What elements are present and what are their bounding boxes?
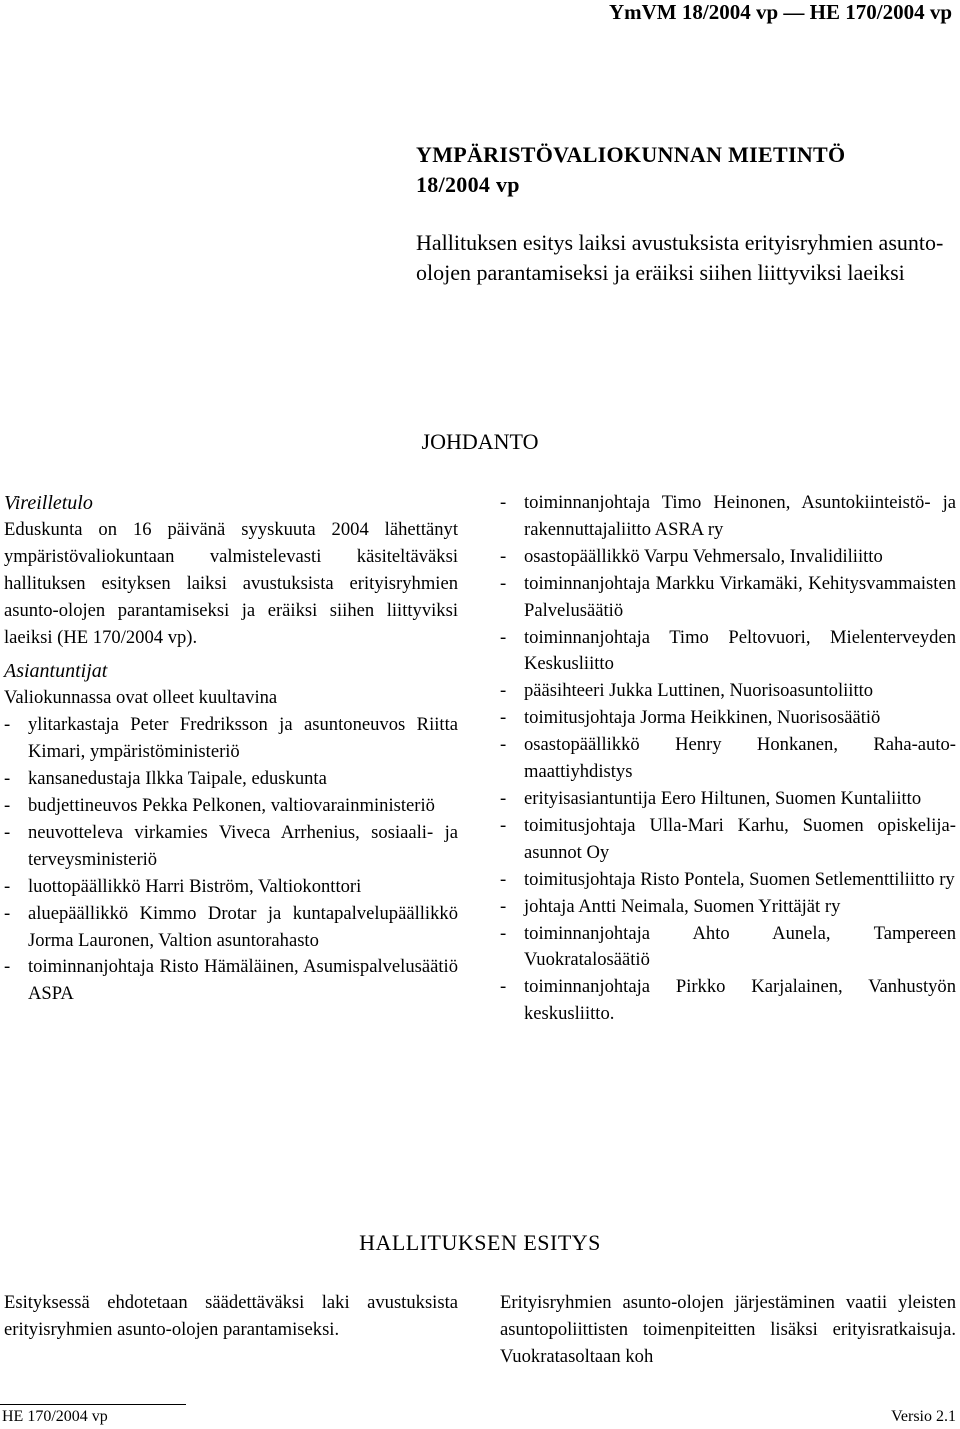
right-column [500,490,956,1028]
list-item: - toiminnanjohtaja Timo Peltovuori, Mielenterveyden Keskusliitto [500,625,956,679]
list-item: - toiminnanjohtaja Risto Hämäläinen, Asumispalvelusäätiö ASPA [4,954,458,1008]
esitys-left-paragraph: Esityksessä ehdotetaan säädettäväksi laki avustuksista erityisryhmien asunto-olojen parantamiseksi. [4,1292,458,1340]
list-item: - erityisasiantuntija Eero Hiltunen, Suomen Kuntaliitto [500,786,956,813]
esitys-right-paragraph: Erityisryhmien asunto-olojen järjestäminen vaatii yleisten asuntopoliittisten toimenpiteitten lisäksi erityisratkaisuja. Vuokratasoltaan koh [500,1292,956,1367]
list-item: - toiminnanjohtaja Ahto Aunela, Tampereen Vuokratalosäätiö [500,921,956,975]
list-item: - kansanedustaja Ilkka Taipale, eduskunta [4,766,458,793]
footer-document-id: HE 170/2004 vp [2,1408,108,1425]
committee-report-title: YMPÄRISTÖVALIOKUNNAN MIETINTÖ [416,142,846,167]
footer-divider [0,1404,186,1405]
list-item: - johtaja Antti Neimala, Suomen Yrittäjät ry [500,894,956,921]
report-number: 18/2004 vp [416,172,520,197]
list-item: - toiminnanjohtaja Timo Heinonen, Asuntokiinteistö- ja rakennuttajaliitto ASRA ry [500,490,956,544]
subheading-vireilletulo: Vireilletulo [4,492,93,514]
report-subject: Hallituksen esitys laiksi avustuksista erityisryhmien asunto-olojen parantamiseksi ja eräiksi siihen liittyviksi laeiksi [416,230,944,285]
subheading-asiantuntijat: Asiantuntijat [4,660,108,683]
list-item: - luottopäällikkö Harri Biström, Valtiokonttori [4,874,458,901]
footer-version: Versio 2.1 [891,1408,956,1425]
list-item: - toiminnanjohtaja Pirkko Karjalainen, Vanhustyön keskusliitto. [500,974,956,1028]
list-item: - toimitusjohtaja Jorma Heikkinen, Nuorisosäätiö [500,705,956,732]
list-item: - pääsihteeri Jukka Luttinen, Nuorisoasuntoliitto [500,678,956,705]
list-item: - aluepäällikkö Kimmo Drotar ja kuntapalvelupäällikkö Jorma Lauronen, Valtion asuntorahasto [4,901,458,955]
running-header: YmVM 18/2004 vp — HE 170/2004 vp [608,0,952,24]
expert-list-left [4,712,458,1008]
list-item: - osastopäällikkö Varpu Vehmersalo, Invalidiliitto [500,544,956,571]
list-item: - toimitusjohtaja Risto Pontela, Suomen Setlementtiliitto ry [500,867,956,894]
list-item: - toiminnanjohtaja Markku Virkamäki, Kehitysvammaisten Palvelusäätiö [500,571,956,625]
vireilletulo-paragraph: Eduskunta on 16 päivänä syyskuuta 2004 lähettänyt ympäristövaliokuntaan valmistelevasti käsiteltäväksi hallituksen esityksen laiksi avustuksista erityisryhmien asunto-olojen parantamiseksi ja eräiksi siihen liittyviksi laeiksi (HE 170/2004 vp). [4,518,458,648]
list-item: - toimitusjohtaja Ulla-Mari Karhu, Suomen opiskelija-asunnot Oy [500,813,956,867]
list-item: - ylitarkastaja Peter Fredriksson ja asuntoneuvos Riitta Kimari, ympäristöministeriö [4,712,458,766]
list-item: - neuvotteleva virkamies Viveca Arrhenius, sosiaali- ja terveysministeriö [4,820,458,874]
section-heading-johdanto: JOHDANTO [421,429,539,454]
document-title-block [416,140,956,288]
list-item: - osastopäällikkö Henry Honkanen, Raha-automaattiyhdistys [500,732,956,786]
section-heading-hallituksen-esitys: HALLITUKSEN ESITYS [359,1230,601,1255]
left-column [4,490,458,1008]
asiantuntijat-intro: Valiokunnassa ovat olleet kuultavina [4,687,278,709]
list-item: - budjettineuvos Pekka Pelkonen, valtiovarainministeriö [4,793,458,820]
expert-list-right [500,490,956,1028]
